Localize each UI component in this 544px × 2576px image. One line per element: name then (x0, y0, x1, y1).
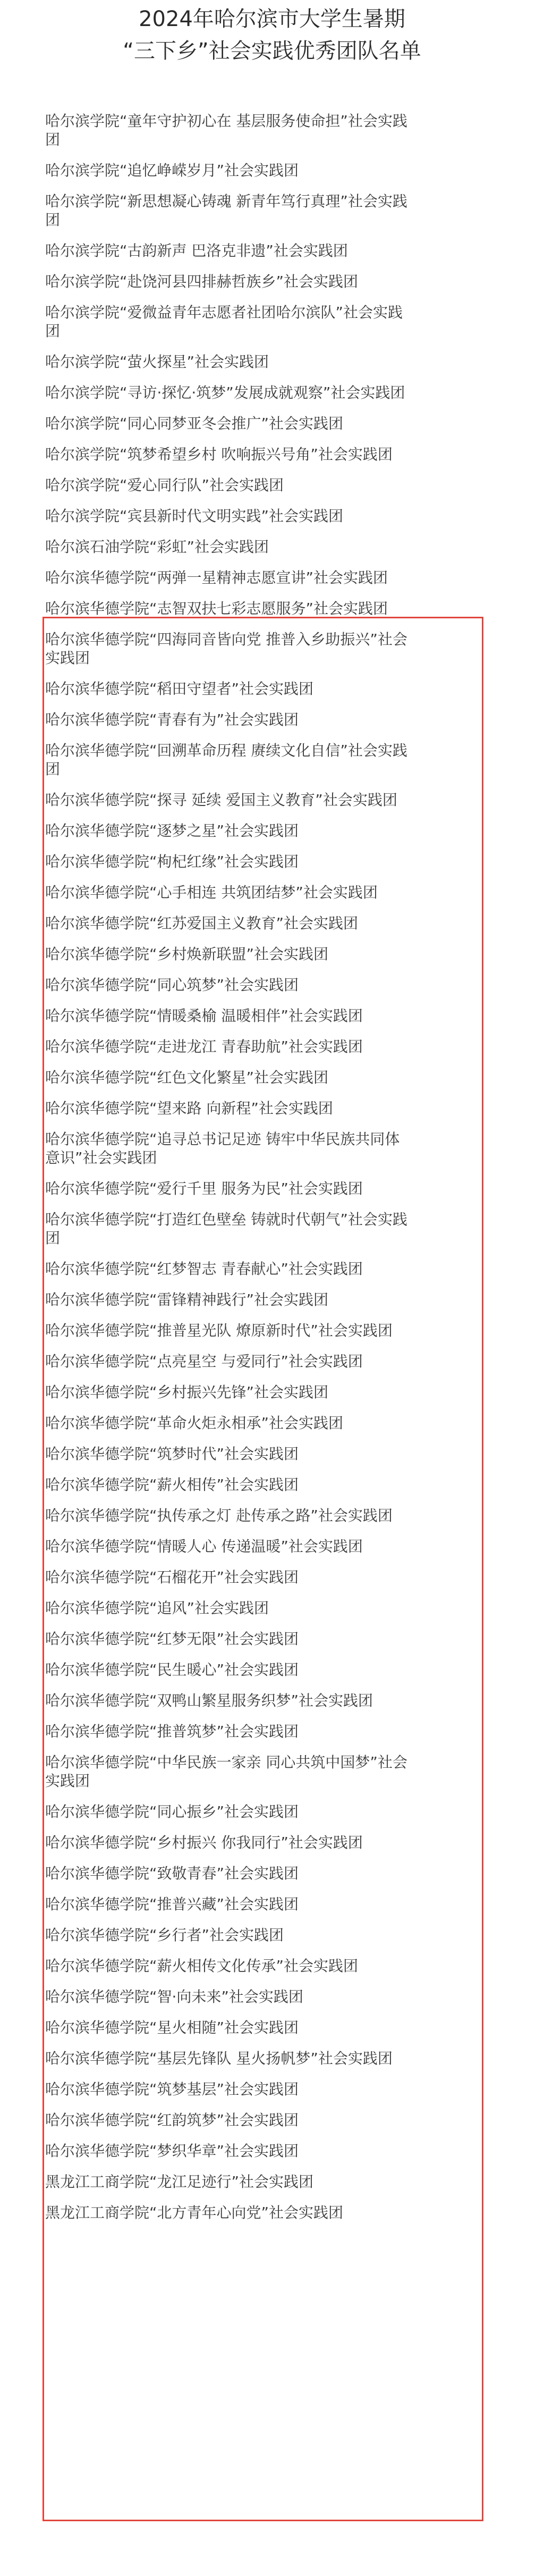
list-item-text: 哈尔滨华德学院“点亮星空 与爱同行”社会实践团 (45, 1353, 363, 1370)
list-item (45, 1037, 502, 1056)
list-item-text: 团 (45, 322, 61, 340)
list-item-text: 哈尔滨华德学院“情暖人心 传递温暖”社会实践团 (45, 1538, 363, 1555)
list-item (45, 1290, 502, 1309)
list-item-text: 哈尔滨华德学院“乡村振兴 你我同行”社会实践团 (45, 1834, 363, 1851)
list-item-text: 哈尔滨华德学院“红韵筑梦”社会实践团 (45, 2111, 299, 2129)
list-item (45, 192, 502, 229)
list-item-text: 哈尔滨华德学院“乡行者”社会实践团 (45, 1926, 284, 1944)
list-item-text: 意识”社会实践团 (45, 1149, 157, 1167)
list-item (45, 945, 502, 963)
list-item (45, 476, 502, 494)
list-item-text: 哈尔滨华德学院“乡村焕新联盟”社会实践团 (45, 945, 329, 963)
list-item (45, 161, 502, 180)
list-item-text: 哈尔滨华德学院“同心筑梦”社会实践团 (45, 976, 299, 994)
list-item (45, 1864, 502, 1883)
list-item (45, 852, 502, 871)
list-item (45, 821, 502, 840)
list-item-text: 哈尔滨华德学院“爱行千里 服务为民”社会实践团 (45, 1180, 363, 1197)
list-item-text: 哈尔滨华德学院“心手相连 共筑团结梦”社会实践团 (45, 884, 378, 901)
list-item-text: 实践团 (45, 1772, 90, 1790)
list-item-text: 哈尔滨华德学院“四海同音皆向党 推普入乡助振兴”社会 (45, 631, 407, 648)
list-item-text: 哈尔滨华德学院“打造红色壁垒 铸就时代朝气”社会实践 (45, 1211, 407, 1228)
list-item-text: 哈尔滨华德学院“情暖桑榆 温暖相伴”社会实践团 (45, 1007, 363, 1025)
page-title-line1: 2024年哈尔滨市大学生暑期 (139, 7, 405, 31)
list-item-text: 哈尔滨华德学院“两弹一星精神志愿宣讲”社会实践团 (45, 569, 388, 586)
list-item-text: 哈尔滨学院“寻访·探忆·筑梦”发展成就观察”社会实践团 (45, 384, 405, 401)
list-item (45, 1260, 502, 1278)
list-item (45, 414, 502, 433)
list-item (45, 710, 502, 729)
list-item-text: 哈尔滨石油学院“彩虹”社会实践团 (45, 538, 269, 556)
list-item (45, 538, 502, 556)
list-item (45, 1833, 502, 1852)
list-item (45, 1130, 502, 1167)
list-item (45, 241, 502, 260)
list-item-text: 哈尔滨华德学院“筑梦时代”社会实践团 (45, 1445, 299, 1463)
list-item-text: 团 (45, 760, 61, 778)
list-item (45, 1506, 502, 1525)
list-item (45, 741, 502, 778)
list-item-text: 哈尔滨华德学院“稻田守望者”社会实践团 (45, 680, 314, 698)
list-item-text: 团 (45, 211, 61, 229)
list-item-text: 哈尔滨学院“宾县新时代文明实践”社会实践团 (45, 507, 344, 525)
list-item-text: 哈尔滨学院“童年守护初心在 基层服务使命担”社会实践 (45, 112, 407, 130)
list-item (45, 1895, 502, 1914)
list-item-text: 哈尔滨华德学院“同心振乡”社会实践团 (45, 1803, 299, 1820)
list-item (45, 2203, 502, 2222)
list-item-text: 哈尔滨华德学院“执传承之灯 赴传承之路”社会实践团 (45, 1507, 393, 1524)
list-item-text: 黑龙江工商学院“龙江足迹行”社会实践团 (45, 2173, 314, 2191)
list-item (45, 679, 502, 698)
list-item-text: 哈尔滨学院“同心同梦亚冬会推广”社会实践团 (45, 415, 344, 432)
list-item-text: 团 (45, 131, 61, 148)
page-title-line2: “三下乡”社会实践优秀团队名单 (123, 39, 421, 63)
list-item (45, 2018, 502, 2037)
list-item-text: 哈尔滨华德学院“基层先锋队 星火扬帆梦”社会实践团 (45, 2050, 393, 2067)
list-item (45, 1445, 502, 1463)
list-item (45, 1599, 502, 1617)
list-item-text: 实践团 (45, 649, 90, 667)
list-item (45, 883, 502, 902)
list-item (45, 353, 502, 371)
list-item (45, 1722, 502, 1741)
list-item-text: 哈尔滨华德学院“推普兴藏”社会实践团 (45, 1895, 299, 1913)
list-item (45, 1210, 502, 1247)
list-item (45, 1383, 502, 1402)
list-item-text: 哈尔滨华德学院“梦织华章”社会实践团 (45, 2142, 299, 2160)
list-item-text: 哈尔滨华德学院“中华民族一家亲 同心共筑中国梦”社会 (45, 1753, 407, 1771)
list-item-text: 哈尔滨华德学院“薪火相传”社会实践团 (45, 1476, 299, 1493)
list-item-text: 哈尔滨华德学院“青春有为”社会实践团 (45, 711, 299, 728)
list-item-text: 哈尔滨学院“筑梦希望乡村 吹响振兴号角”社会实践团 (45, 446, 393, 463)
list-item-text: 哈尔滨学院“赴饶河县四排赫哲族乡”社会实践团 (45, 273, 359, 290)
list-item (45, 1802, 502, 1821)
list-item (45, 1753, 502, 1790)
list-item (45, 630, 502, 667)
list-item-text: 哈尔滨华德学院“推普筑梦”社会实践团 (45, 1723, 299, 1740)
list-item-text: 哈尔滨华德学院“筑梦基层”社会实践团 (45, 2080, 299, 2098)
list-item-text: 哈尔滨华德学院“红梦无限”社会实践团 (45, 1630, 299, 1648)
list-item (45, 1179, 502, 1198)
list-item (45, 1660, 502, 1679)
list-item (45, 2172, 502, 2191)
list-item-text: 哈尔滨华德学院“望来路 向新程”社会实践团 (45, 1100, 333, 1117)
list-item-text: 哈尔滨华德学院“乡村振兴先锋”社会实践团 (45, 1383, 329, 1401)
list-item-text: 哈尔滨华德学院“致敬青春”社会实践团 (45, 1865, 299, 1882)
list-item (45, 599, 502, 618)
list-item-text: 哈尔滨华德学院“革命火炬永相承”社会实践团 (45, 1414, 344, 1432)
list-item (45, 1691, 502, 1710)
list-item-text: 哈尔滨华德学院“追风”社会实践团 (45, 1599, 269, 1617)
list-item-text: 哈尔滨学院“爱微益青年志愿者社团哈尔滨队”社会实践 (45, 304, 403, 321)
list-item-text: 哈尔滨华德学院“红梦智志 青春献心”社会实践团 (45, 1260, 363, 1278)
list-item (45, 2111, 502, 2129)
list-item (45, 1568, 502, 1587)
list-item (45, 445, 502, 464)
list-item-text: 哈尔滨华德学院“探寻 延续 爱国主义教育”社会实践团 (45, 791, 397, 809)
list-item (45, 1630, 502, 1648)
list-item-text: 哈尔滨学院“追忆峥嵘岁月”社会实践团 (45, 162, 299, 179)
list-item-text: 哈尔滨华德学院“逐梦之星”社会实践团 (45, 822, 299, 840)
list-item (45, 1099, 502, 1118)
list-item-text: 哈尔滨华德学院“民生暖心”社会实践团 (45, 1661, 299, 1679)
list-item-text: 哈尔滨华德学院“枸杞红缘”社会实践团 (45, 853, 299, 870)
list-item-text: 哈尔滨学院“新思想凝心铸魂 新青年笃行真理”社会实践 (45, 192, 407, 210)
list-item (45, 1068, 502, 1087)
list-item-text: 哈尔滨华德学院“回溯革命历程 赓续文化自信”社会实践 (45, 742, 407, 759)
list-item-text: 哈尔滨学院“古韵新声 巴洛克非遗”社会实践团 (45, 242, 348, 259)
list-item (45, 303, 502, 340)
list-item-text: 哈尔滨华德学院“薪火相传文化传承”社会实践团 (45, 1957, 359, 1975)
list-item-text: 哈尔滨华德学院“志智双扶七彩志愿服务”社会实践团 (45, 600, 388, 617)
list-item-text: 哈尔滨华德学院“星火相随”社会实践团 (45, 2019, 299, 2036)
list-item (45, 1006, 502, 1025)
list-item (45, 2142, 502, 2160)
list-item (45, 914, 502, 933)
list-item (45, 1926, 502, 1944)
list-item (45, 568, 502, 587)
list-item-text: 哈尔滨学院“爱心同行队”社会实践团 (45, 476, 284, 494)
list-item (45, 1321, 502, 1340)
list-item-text: 哈尔滨华德学院“双鸭山繁星服务织梦”社会实践团 (45, 1692, 373, 1709)
list-item-text: 团 (45, 1229, 61, 1247)
list-item-text: 哈尔滨华德学院“推普星光队 燎原新时代”社会实践团 (45, 1322, 393, 1339)
list-item-text: 哈尔滨华德学院“石榴花开”社会实践团 (45, 1568, 299, 1586)
list-item (45, 112, 502, 149)
list-item (45, 1475, 502, 1494)
list-item (45, 1957, 502, 1975)
team-list (45, 112, 502, 2222)
list-item (45, 383, 502, 402)
list-item (45, 1414, 502, 1432)
list-item (45, 2049, 502, 2068)
list-item (45, 791, 502, 809)
list-item-text: 哈尔滨华德学院“雷锋精神践行”社会实践团 (45, 1291, 329, 1308)
list-item-text: 哈尔滨学院“萤火探星”社会实践团 (45, 353, 269, 371)
list-item-text: 哈尔滨华德学院“走进龙江 青春助航”社会实践团 (45, 1038, 363, 1055)
list-item-text: 哈尔滨华德学院“红色文化繁星”社会实践团 (45, 1069, 329, 1086)
list-item (45, 1537, 502, 1556)
list-item (45, 507, 502, 525)
list-item (45, 2080, 502, 2099)
list-item-text: 哈尔滨华德学院“追寻总书记足迹 铸牢中华民族共同体 (45, 1130, 400, 1148)
list-item (45, 272, 502, 291)
list-item-text: 黑龙江工商学院“北方青年心向党”社会实践团 (45, 2204, 344, 2221)
list-item-text: 哈尔滨华德学院“红苏爱国主义教育”社会实践团 (45, 914, 359, 932)
list-item (45, 1987, 502, 2006)
list-item (45, 976, 502, 994)
list-item-text: 哈尔滨华德学院“智·向未来”社会实践团 (45, 1988, 303, 2006)
list-item (45, 1352, 502, 1371)
